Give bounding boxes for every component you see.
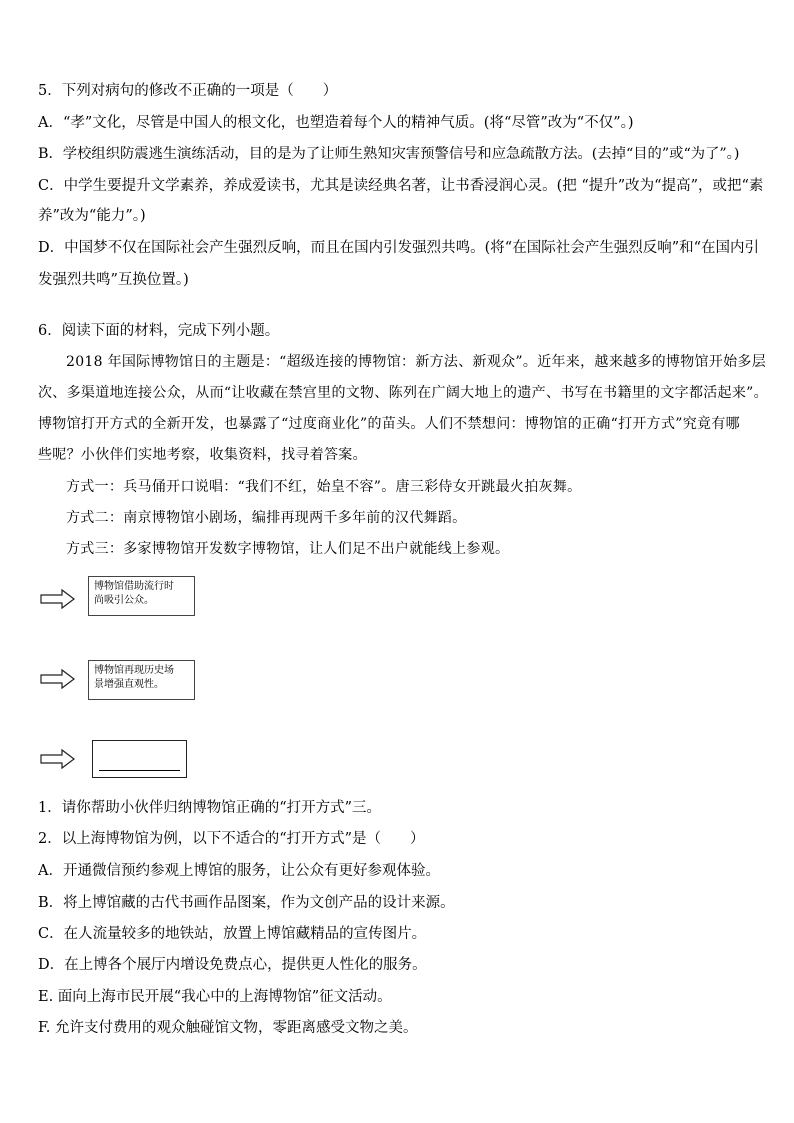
- q5-option-c-line2: 养”改为“能力”。): [38, 208, 146, 224]
- q6-option-e: E. 面向上海市民开展“我心中的上海博物馆”征文活动。: [38, 989, 392, 1005]
- passage-line-1: 2018 年国际博物馆日的主题是：“超级连接的博物馆：新方法、新观众”。近年来，越来越多的博物馆开始多层: [66, 354, 766, 370]
- passage-line-2: 次、多渠道地连接公众，从而“让收藏在禁宫里的文物、陈列在广阔大地上的遗产、书写在书籍里的文字都活起来”。: [38, 385, 768, 401]
- q5-option-b: B．学校组织防震逃生演练活动，目的是为了让师生熟知灾害预警信号和应急疏散方法。(去掉“目的”或“为了”。): [38, 146, 740, 162]
- q6-option-c: C．在人流量较多的地铁站，放置上博馆藏精品的宣传图片。: [38, 926, 427, 942]
- passage-line-3: 博物馆打开方式的全新开发，也暴露了“过度商业化”的苗头。人们不禁想问：博物馆的正确“打开方式”究竟有哪: [38, 416, 740, 432]
- summary-box-2-line-1: 博物馆再现历史场: [94, 665, 174, 676]
- way-1: 方式一：兵马俑开口说唱：“我们不红，始皇不容”。唐三彩侍女开跳最火拍灰舞。: [66, 479, 582, 495]
- q5-stem: 5．下列对病句的修改不正确的一项是（ ）: [38, 83, 338, 99]
- q5-option-d-line2: 发强烈共鸣”互换位置。): [38, 272, 189, 288]
- q6-sub1: 1．请你帮助小伙伴归纳博物馆正确的“打开方式”三。: [38, 800, 382, 816]
- answer-blank-line: [99, 770, 180, 771]
- q6-option-d: D．在上博各个展厅内增设免费点心，提供更人性化的服务。: [38, 957, 427, 973]
- q6-option-a: A．开通微信预约参观上博馆的服务，让公众有更好参观体验。: [38, 863, 440, 879]
- q5-option-d-line1: D．中国梦不仅在国际社会产生强烈反响，而且在国内引发强烈共鸣。(将“在国际社会产生强烈反响”和“在国内引: [38, 240, 760, 256]
- summary-box-1: [88, 576, 195, 616]
- summary-box-2: [88, 660, 195, 700]
- way-3: 方式三：多家博物馆开发数字博物馆，让人们足不出户就能线上参观。: [66, 541, 510, 557]
- right-arrow-icon: [40, 748, 76, 770]
- q6-option-b: B．将上博馆藏的古代书画作品图案，作为文创产品的设计来源。: [38, 895, 455, 911]
- q5-option-c-line1: C．中学生要提升文学素养，养成爱读书，尤其是读经典名著，让书香浸润心灵。(把 “提升”改为“提高”，或把“素: [38, 178, 764, 194]
- summary-box-1-line-2: 尚吸引公众。: [94, 595, 154, 606]
- summary-box-1-line-1: 博物馆借助流行时: [94, 581, 174, 592]
- right-arrow-icon: [40, 668, 76, 690]
- q6-option-f: F. 允许支付费用的观众触碰馆文物，零距离感受文物之美。: [38, 1020, 418, 1036]
- answer-box-3[interactable]: [92, 740, 187, 778]
- passage-line-4: 些呢？小伙伴们实地考察，收集资料，找寻着答案。: [38, 447, 367, 463]
- q5-option-a: A．“孝”文化，尽管是中国人的根文化，也塑造着每个人的精神气质。(将“尽管”改为“不仅”。): [38, 115, 634, 131]
- way-2: 方式二：南京博物馆小剧场，编排再现两千多年前的汉代舞蹈。: [66, 510, 467, 526]
- summary-box-2-line-2: 景增强直观性。: [94, 679, 164, 690]
- q6-sub2: 2．以上海博物馆为例，以下不适合的“打开方式”是（ ）: [38, 831, 425, 847]
- q6-stem: 6．阅读下面的材料，完成下列小题。: [38, 323, 280, 339]
- right-arrow-icon: [40, 588, 76, 610]
